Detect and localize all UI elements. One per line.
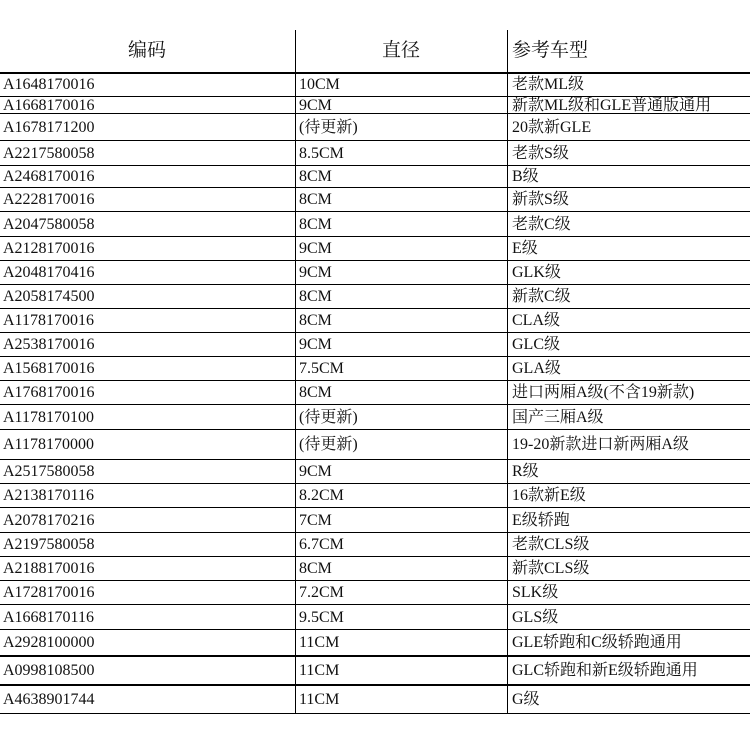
code-cell: A1668170016 — [3, 97, 95, 113]
model-cell: SLK级 — [512, 584, 559, 601]
code-cell: A2078170216 — [3, 512, 95, 529]
model-cell: 新款S级 — [512, 191, 569, 208]
diameter-cell: 9CM — [299, 264, 332, 281]
code-cell: A2047580058 — [3, 216, 95, 233]
diameter-cell: 11CM — [299, 662, 340, 679]
diameter-cell: 8CM — [299, 560, 332, 577]
code-cell: A2517580058 — [3, 463, 95, 480]
diameter-cell: 9CM — [299, 97, 332, 113]
diameter-cell: 11CM — [299, 634, 340, 651]
code-cell: A2468170016 — [3, 168, 95, 185]
model-cell: 新款C级 — [512, 288, 571, 305]
code-cell: A1568170016 — [3, 360, 95, 377]
model-cell: GLC级 — [512, 336, 561, 353]
code-cell: A1178170000 — [3, 436, 94, 453]
code-cell: A2128170016 — [3, 240, 95, 257]
code-cell: A4638901744 — [3, 691, 95, 708]
header-model: 参考车型 — [512, 39, 589, 61]
diameter-cell: 8CM — [299, 312, 332, 329]
model-cell: 19-20新款进口新两厢A级 — [512, 436, 689, 453]
code-cell: A1178170100 — [3, 409, 94, 426]
code-cell: A2928100000 — [3, 634, 95, 651]
model-cell: GLC轿跑和新E级轿跑通用 — [512, 662, 698, 679]
diameter-cell: 8.5CM — [299, 145, 344, 162]
diameter-cell: 9CM — [299, 463, 332, 480]
diameter-cell: 10CM — [299, 76, 340, 93]
model-cell: GLA级 — [512, 360, 561, 377]
model-cell: E级轿跑 — [512, 512, 570, 529]
diameter-cell: 9CM — [299, 336, 332, 353]
column-divider — [507, 30, 508, 713]
code-cell: A2228170016 — [3, 191, 95, 208]
code-cell: A1678171200 — [3, 119, 95, 136]
model-cell: 老款CLS级 — [512, 536, 590, 553]
row-divider — [0, 713, 750, 714]
code-cell: A1648170016 — [3, 76, 95, 93]
model-cell: 老款ML级 — [512, 76, 585, 93]
model-cell: B级 — [512, 168, 539, 185]
diameter-cell: 9.5CM — [299, 609, 344, 626]
diameter-cell: (待更新) — [299, 119, 358, 136]
model-cell: GLK级 — [512, 264, 561, 281]
code-cell: A1668170116 — [3, 609, 94, 626]
diameter-cell: 7.5CM — [299, 360, 344, 377]
model-cell: 16款新E级 — [512, 487, 586, 504]
diameter-cell: 8CM — [299, 216, 332, 233]
model-cell: 新款ML级和GLE普通版通用 — [512, 97, 712, 113]
header-code: 编码 — [128, 39, 167, 61]
model-cell: 进口两厢A级(不含19新款) — [512, 384, 695, 401]
model-cell: 新款CLS级 — [512, 560, 590, 577]
model-cell: CLA级 — [512, 312, 561, 329]
model-cell: GLS级 — [512, 609, 559, 626]
diameter-cell: 8.2CM — [299, 487, 344, 504]
model-cell: E级 — [512, 240, 538, 257]
model-cell: GLE轿跑和C级轿跑通用 — [512, 634, 682, 651]
model-cell: 国产三厢A级 — [512, 409, 604, 426]
diameter-cell: 8CM — [299, 191, 332, 208]
code-cell: A2138170116 — [3, 487, 94, 504]
model-cell: R级 — [512, 463, 539, 480]
code-cell: A2048170416 — [3, 264, 95, 281]
diameter-cell: 7CM — [299, 512, 332, 529]
diameter-cell: 6.7CM — [299, 536, 344, 553]
header-diameter: 直径 — [382, 39, 421, 61]
model-cell: 20款新GLE — [512, 119, 592, 136]
code-cell: A2197580058 — [3, 536, 95, 553]
diameter-cell: 8CM — [299, 288, 332, 305]
column-divider — [295, 30, 296, 713]
code-cell: A2217580058 — [3, 145, 95, 162]
diameter-cell: 9CM — [299, 240, 332, 257]
code-cell: A0998108500 — [3, 662, 95, 679]
model-cell: 老款C级 — [512, 216, 571, 233]
code-cell: A2188170016 — [3, 560, 95, 577]
code-cell: A1728170016 — [3, 584, 95, 601]
diameter-cell: 7.2CM — [299, 584, 344, 601]
code-cell: A1178170016 — [3, 312, 94, 329]
diameter-cell: 8CM — [299, 168, 332, 185]
diameter-cell: 8CM — [299, 384, 332, 401]
code-cell: A2058174500 — [3, 288, 95, 305]
diameter-cell: (待更新) — [299, 409, 358, 426]
diameter-cell: (待更新) — [299, 436, 358, 453]
diameter-cell: 11CM — [299, 691, 340, 708]
model-cell: 老款S级 — [512, 145, 569, 162]
code-cell: A2538170016 — [3, 336, 95, 353]
model-cell: G级 — [512, 691, 540, 708]
code-cell: A1768170016 — [3, 384, 95, 401]
